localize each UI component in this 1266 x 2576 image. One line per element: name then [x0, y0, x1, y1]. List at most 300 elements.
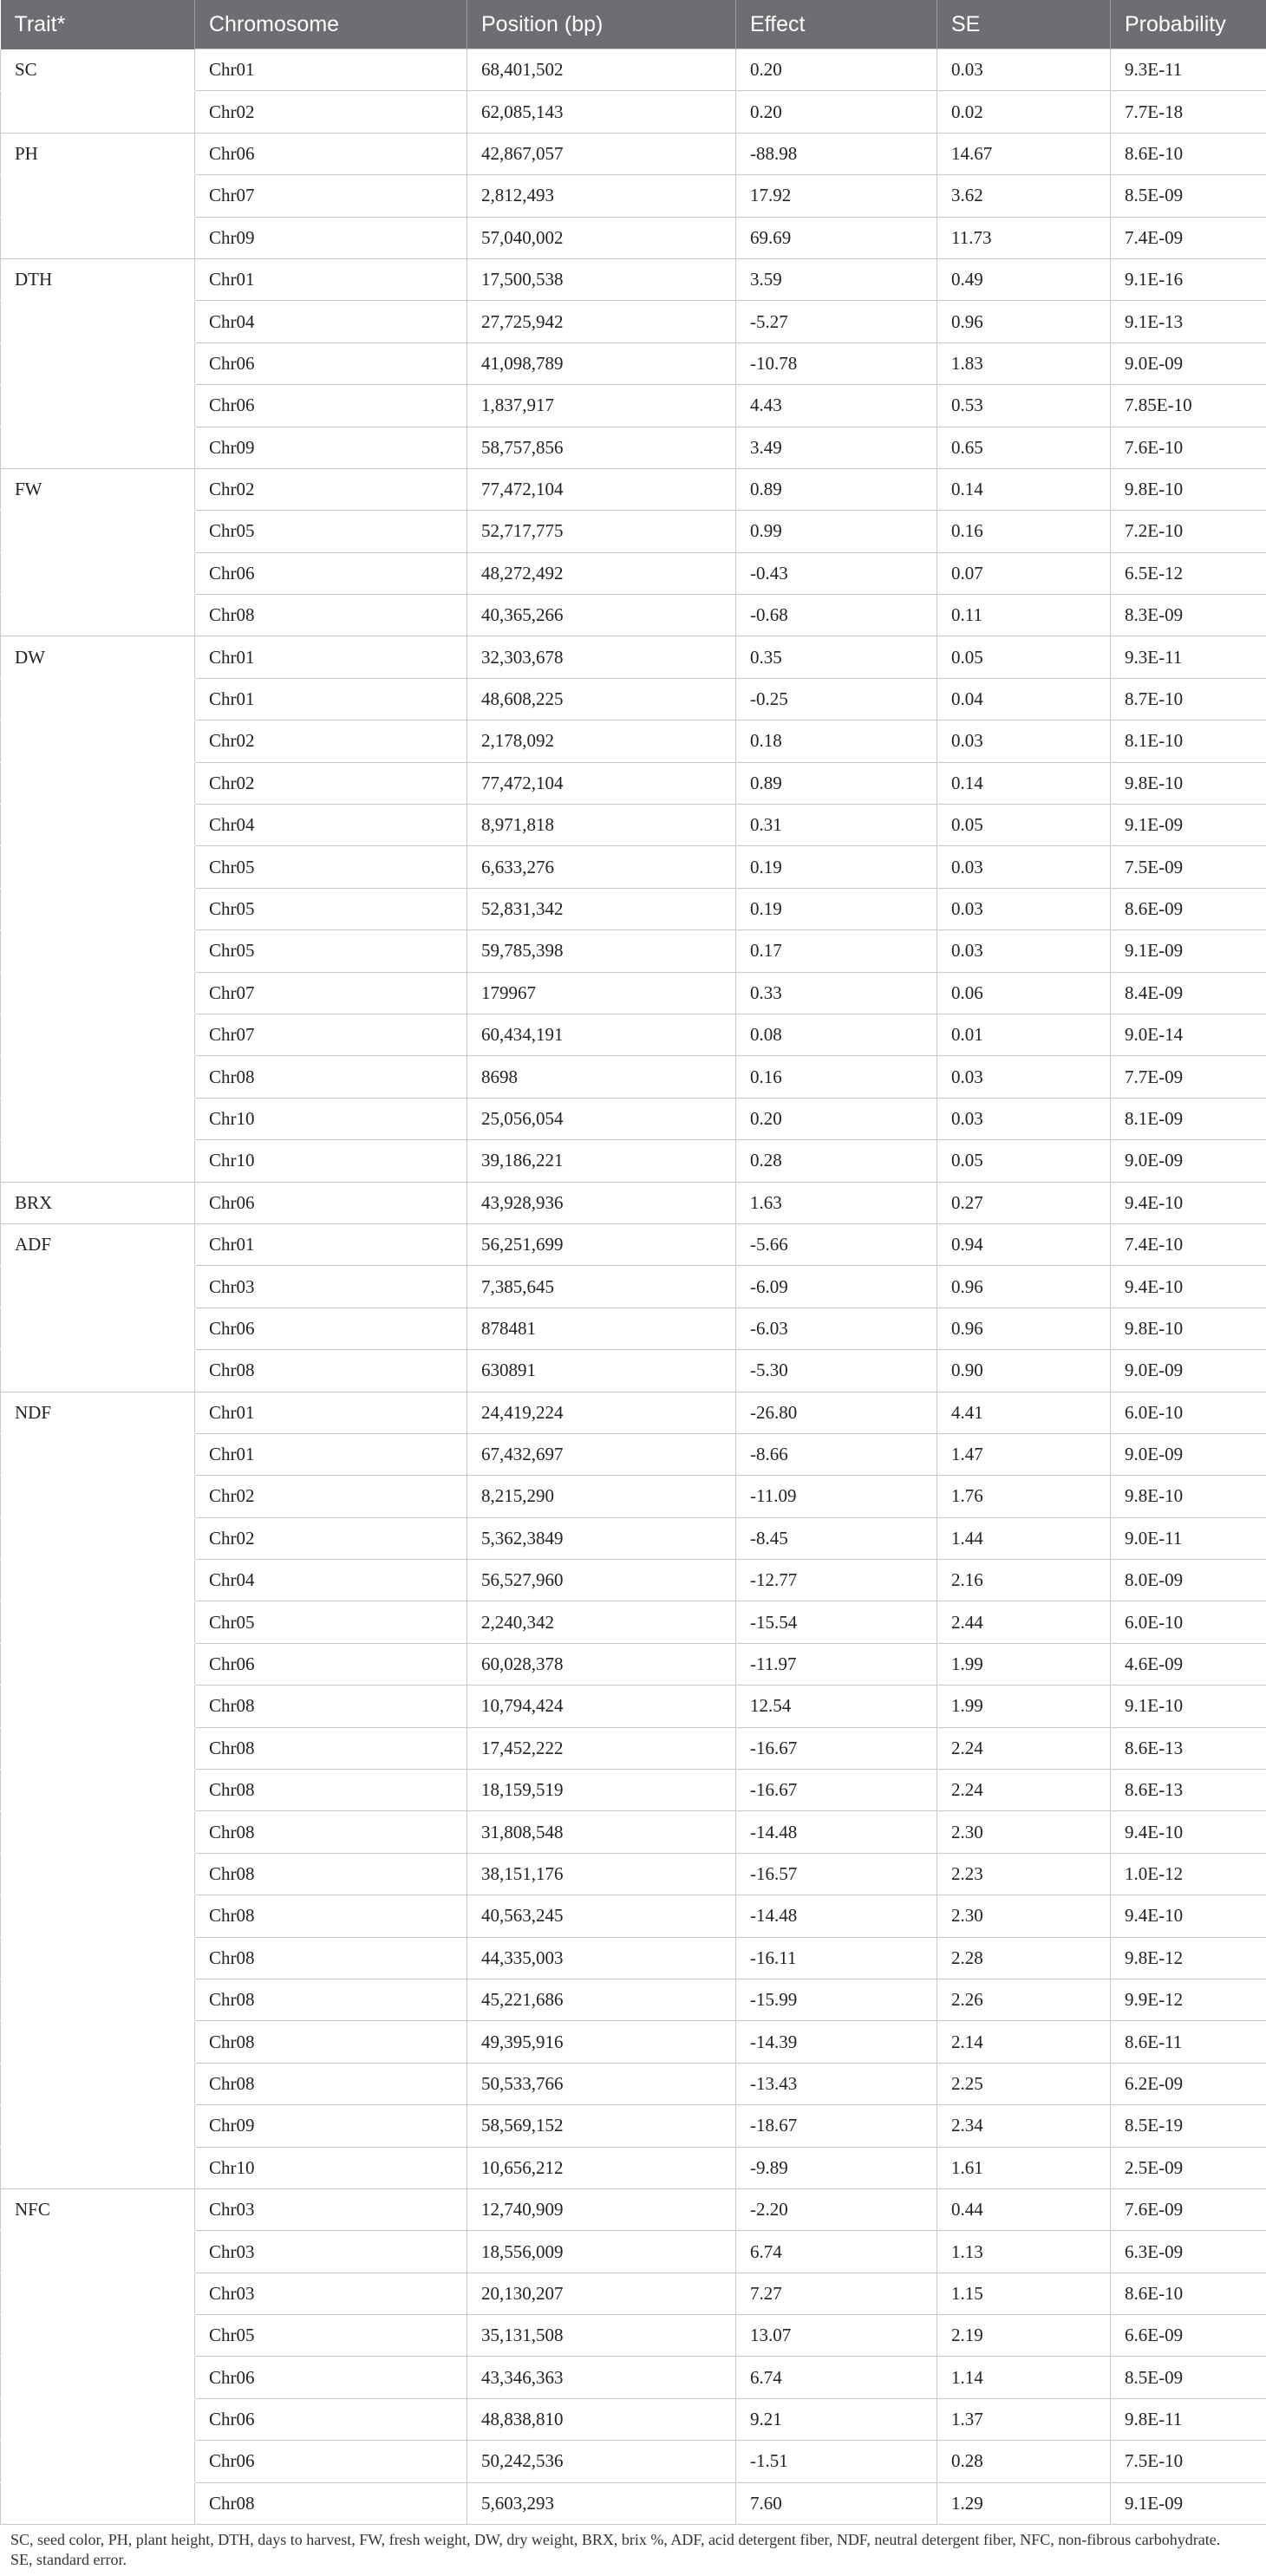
cell-probability: 8.6E-13 [1111, 1727, 1266, 1769]
cell-position: 48,838,810 [467, 2398, 736, 2440]
cell-position: 43,928,936 [467, 1182, 736, 1223]
cell-effect: 0.20 [736, 49, 937, 91]
cell-effect: -6.03 [736, 1308, 937, 1349]
cell-effect: 4.43 [736, 385, 937, 427]
cell-effect: 0.89 [736, 468, 937, 510]
table-row [1, 175, 1266, 217]
table-row [1, 2231, 1266, 2273]
cell-effect: -8.66 [736, 1433, 937, 1475]
header-trait: Trait* [1, 0, 195, 49]
table-row [1, 2315, 1266, 2357]
cell-se: 2.30 [937, 1895, 1111, 1937]
cell-effect: -5.30 [736, 1350, 937, 1392]
cell-position: 38,151,176 [467, 1853, 736, 1895]
cell-probability: 8.7E-10 [1111, 678, 1266, 720]
cell-chromosome: Chr01 [195, 1392, 467, 1433]
cell-probability: 9.8E-10 [1111, 1476, 1266, 1517]
cell-trait [1, 427, 195, 468]
cell-effect: 0.20 [736, 1098, 937, 1139]
cell-effect: -0.25 [736, 678, 937, 720]
cell-position: 878481 [467, 1308, 736, 1349]
cell-chromosome: Chr08 [195, 1686, 467, 1727]
cell-chromosome: Chr02 [195, 91, 467, 133]
cell-position: 56,527,960 [467, 1560, 736, 1601]
cell-se: 1.76 [937, 1476, 1111, 1517]
cell-se: 2.34 [937, 2105, 1111, 2147]
table-row [1, 2482, 1266, 2524]
cell-probability: 8.6E-09 [1111, 888, 1266, 929]
cell-chromosome: Chr03 [195, 2231, 467, 2273]
cell-position: 17,500,538 [467, 258, 736, 300]
cell-position: 58,757,856 [467, 427, 736, 468]
cell-chromosome: Chr06 [195, 342, 467, 384]
cell-trait [1, 1350, 195, 1392]
cell-effect: 3.59 [736, 258, 937, 300]
cell-effect: 9.21 [736, 2398, 937, 2440]
cell-probability: 8.1E-10 [1111, 721, 1266, 762]
cell-chromosome: Chr01 [195, 636, 467, 678]
cell-chromosome: Chr02 [195, 762, 467, 804]
cell-position: 18,556,009 [467, 2231, 736, 2273]
cell-se: 0.96 [937, 1266, 1111, 1308]
cell-chromosome: Chr02 [195, 1517, 467, 1559]
cell-se: 4.41 [937, 1392, 1111, 1433]
cell-trait [1, 511, 195, 552]
cell-position: 10,794,424 [467, 1686, 736, 1727]
cell-se: 0.44 [937, 2188, 1111, 2230]
cell-trait: BRX [1, 1182, 195, 1223]
table-row [1, 217, 1266, 258]
cell-se: 1.13 [937, 2231, 1111, 2273]
cell-trait [1, 972, 195, 1014]
cell-trait [1, 217, 195, 258]
cell-position: 8,971,818 [467, 805, 736, 846]
cell-effect: -14.39 [736, 2021, 937, 2063]
cell-effect: -11.97 [736, 1643, 937, 1685]
cell-probability: 6.5E-12 [1111, 552, 1266, 594]
cell-probability: 9.0E-14 [1111, 1014, 1266, 1055]
cell-probability: 9.8E-12 [1111, 1937, 1266, 1979]
table-footnote [0, 2525, 1266, 2570]
cell-chromosome: Chr01 [195, 1433, 467, 1475]
cell-probability: 9.0E-09 [1111, 1433, 1266, 1475]
table-row [1, 552, 1266, 594]
cell-probability: 1.0E-12 [1111, 1853, 1266, 1895]
cell-effect: 7.27 [736, 2273, 937, 2314]
table-row [1, 1014, 1266, 1055]
cell-se: 0.03 [937, 930, 1111, 972]
cell-trait [1, 1979, 195, 2020]
cell-se: 0.90 [937, 1350, 1111, 1392]
table-row [1, 1853, 1266, 1895]
cell-position: 42,867,057 [467, 133, 736, 174]
table-row [1, 1223, 1266, 1265]
cell-probability: 9.1E-09 [1111, 2482, 1266, 2524]
table-row [1, 2147, 1266, 2188]
cell-effect: 0.89 [736, 762, 937, 804]
table-row [1, 91, 1266, 133]
cell-position: 52,831,342 [467, 888, 736, 929]
cell-chromosome: Chr08 [195, 1770, 467, 1811]
cell-trait [1, 342, 195, 384]
table-row [1, 1392, 1266, 1433]
cell-probability: 8.5E-19 [1111, 2105, 1266, 2147]
cell-chromosome: Chr08 [195, 1811, 467, 1853]
cell-chromosome: Chr04 [195, 301, 467, 342]
cell-chromosome: Chr09 [195, 217, 467, 258]
header-effect: Effect [736, 0, 937, 49]
cell-trait [1, 2441, 195, 2482]
cell-se: 2.26 [937, 1979, 1111, 2020]
cell-se: 0.02 [937, 91, 1111, 133]
header-probability: Probability [1111, 0, 1266, 49]
cell-chromosome: Chr06 [195, 552, 467, 594]
cell-effect: -11.09 [736, 1476, 937, 1517]
cell-probability: 9.9E-12 [1111, 1979, 1266, 2020]
cell-se: 0.06 [937, 972, 1111, 1014]
cell-trait [1, 678, 195, 720]
cell-position: 27,725,942 [467, 301, 736, 342]
cell-se: 0.05 [937, 805, 1111, 846]
table-row [1, 2441, 1266, 2482]
cell-trait: DTH [1, 258, 195, 300]
cell-position: 45,221,686 [467, 1979, 736, 2020]
cell-chromosome: Chr06 [195, 1308, 467, 1349]
cell-probability: 9.0E-09 [1111, 342, 1266, 384]
table-row [1, 1937, 1266, 1979]
cell-chromosome: Chr02 [195, 468, 467, 510]
cell-trait [1, 91, 195, 133]
table-row [1, 678, 1266, 720]
cell-trait [1, 1853, 195, 1895]
cell-position: 56,251,699 [467, 1223, 736, 1265]
footnote-se: SE, standard error. [10, 2551, 127, 2569]
cell-trait [1, 1056, 195, 1098]
cell-position: 48,272,492 [467, 552, 736, 594]
cell-effect: -2.20 [736, 2188, 937, 2230]
table-row [1, 1433, 1266, 1475]
cell-trait [1, 1014, 195, 1055]
cell-se: 0.14 [937, 468, 1111, 510]
cell-probability: 8.6E-11 [1111, 2021, 1266, 2063]
cell-position: 68,401,502 [467, 49, 736, 91]
cell-probability: 9.1E-09 [1111, 805, 1266, 846]
cell-trait [1, 2315, 195, 2357]
cell-trait: NFC [1, 2188, 195, 2230]
cell-position: 59,785,398 [467, 930, 736, 972]
cell-se: 0.03 [937, 49, 1111, 91]
table-header-row [1, 0, 1266, 49]
cell-effect: -8.45 [736, 1517, 937, 1559]
cell-trait [1, 2357, 195, 2398]
cell-position: 77,472,104 [467, 468, 736, 510]
table-row [1, 1056, 1266, 1098]
cell-probability: 9.4E-10 [1111, 1811, 1266, 1853]
cell-chromosome: Chr05 [195, 1601, 467, 1643]
cell-effect: 0.33 [736, 972, 937, 1014]
cell-se: 0.65 [937, 427, 1111, 468]
cell-se: 2.28 [937, 1937, 1111, 1979]
cell-se: 3.62 [937, 175, 1111, 217]
cell-trait: ADF [1, 1223, 195, 1265]
cell-effect: 3.49 [736, 427, 937, 468]
cell-se: 2.19 [937, 2315, 1111, 2357]
cell-trait [1, 1517, 195, 1559]
table-row [1, 1727, 1266, 1769]
table-row [1, 2273, 1266, 2314]
cell-effect: -13.43 [736, 2063, 937, 2104]
cell-se: 0.96 [937, 1308, 1111, 1349]
cell-position: 8698 [467, 1056, 736, 1098]
cell-position: 35,131,508 [467, 2315, 736, 2357]
cell-chromosome: Chr07 [195, 972, 467, 1014]
cell-se: 0.27 [937, 1182, 1111, 1223]
table-row [1, 930, 1266, 972]
cell-trait [1, 301, 195, 342]
cell-effect: -5.66 [736, 1223, 937, 1265]
cell-position: 49,395,916 [467, 2021, 736, 2063]
cell-probability: 8.6E-10 [1111, 133, 1266, 174]
cell-effect: -9.89 [736, 2147, 937, 2188]
table-row [1, 2021, 1266, 2063]
cell-effect: 0.16 [736, 1056, 937, 1098]
cell-trait [1, 1643, 195, 1685]
cell-chromosome: Chr06 [195, 2357, 467, 2398]
table-row [1, 1517, 1266, 1559]
cell-position: 630891 [467, 1350, 736, 1392]
cell-position: 7,385,645 [467, 1266, 736, 1308]
cell-chromosome: Chr08 [195, 1056, 467, 1098]
cell-effect: -88.98 [736, 133, 937, 174]
cell-probability: 9.1E-09 [1111, 930, 1266, 972]
cell-probability: 2.5E-09 [1111, 2147, 1266, 2188]
cell-position: 40,563,245 [467, 1895, 736, 1937]
cell-effect: 6.74 [736, 2231, 937, 2273]
cell-effect: 0.35 [736, 636, 937, 678]
cell-position: 57,040,002 [467, 217, 736, 258]
cell-position: 60,028,378 [467, 1643, 736, 1685]
cell-chromosome: Chr04 [195, 1560, 467, 1601]
cell-probability: 7.7E-09 [1111, 1056, 1266, 1098]
table-body [1, 49, 1266, 2525]
cell-chromosome: Chr04 [195, 805, 467, 846]
cell-chromosome: Chr06 [195, 133, 467, 174]
cell-probability: 9.0E-09 [1111, 1350, 1266, 1392]
footnote-abbreviations: SC, seed color, PH, plant height, DTH, days to harvest, FW, fresh weight, DW, dry weight, BRX, brix %, ADF, acid detergent fiber, NDF, neutral detergent fiber, NFC, non-fibrous carbohydrate. [10, 2531, 1221, 2549]
cell-se: 14.67 [937, 133, 1111, 174]
table-row [1, 595, 1266, 636]
cell-probability: 6.0E-10 [1111, 1601, 1266, 1643]
cell-position: 39,186,221 [467, 1140, 736, 1182]
cell-trait [1, 2231, 195, 2273]
cell-probability: 8.6E-13 [1111, 1770, 1266, 1811]
table-row [1, 1476, 1266, 1517]
cell-trait [1, 2273, 195, 2314]
cell-trait [1, 1098, 195, 1139]
cell-chromosome: Chr08 [195, 1350, 467, 1392]
cell-chromosome: Chr01 [195, 678, 467, 720]
cell-trait: PH [1, 133, 195, 174]
cell-probability: 7.5E-10 [1111, 2441, 1266, 2482]
cell-chromosome: Chr06 [195, 1643, 467, 1685]
cell-effect: 0.20 [736, 91, 937, 133]
cell-effect: -0.68 [736, 595, 937, 636]
cell-chromosome: Chr10 [195, 1098, 467, 1139]
cell-se: 1.99 [937, 1686, 1111, 1727]
cell-position: 18,159,519 [467, 1770, 736, 1811]
cell-effect: 0.28 [736, 1140, 937, 1182]
cell-probability: 4.6E-09 [1111, 1643, 1266, 1685]
cell-se: 0.14 [937, 762, 1111, 804]
table-row [1, 1686, 1266, 1727]
cell-effect: 12.54 [736, 1686, 937, 1727]
cell-probability: 8.6E-10 [1111, 2273, 1266, 2314]
cell-effect: 69.69 [736, 217, 937, 258]
cell-chromosome: Chr07 [195, 175, 467, 217]
cell-se: 2.23 [937, 1853, 1111, 1895]
table-row [1, 2357, 1266, 2398]
cell-chromosome: Chr03 [195, 2273, 467, 2314]
cell-se: 0.53 [937, 385, 1111, 427]
cell-probability: 8.4E-09 [1111, 972, 1266, 1014]
table-row [1, 805, 1266, 846]
cell-position: 6,633,276 [467, 846, 736, 888]
table-row [1, 1643, 1266, 1685]
cell-se: 0.07 [937, 552, 1111, 594]
cell-se: 1.83 [937, 342, 1111, 384]
cell-effect: -14.48 [736, 1895, 937, 1937]
table-row [1, 301, 1266, 342]
cell-probability: 9.3E-11 [1111, 636, 1266, 678]
cell-probability: 9.4E-10 [1111, 1895, 1266, 1937]
cell-probability: 9.8E-11 [1111, 2398, 1266, 2440]
cell-position: 2,812,493 [467, 175, 736, 217]
cell-trait [1, 1770, 195, 1811]
table-row [1, 385, 1266, 427]
cell-chromosome: Chr08 [195, 1895, 467, 1937]
cell-position: 48,608,225 [467, 678, 736, 720]
table-row [1, 888, 1266, 929]
cell-probability: 9.1E-16 [1111, 258, 1266, 300]
cell-probability: 8.3E-09 [1111, 595, 1266, 636]
cell-trait [1, 595, 195, 636]
cell-se: 0.11 [937, 595, 1111, 636]
cell-se: 0.03 [937, 1056, 1111, 1098]
cell-chromosome: Chr08 [195, 2482, 467, 2524]
cell-effect: -16.67 [736, 1727, 937, 1769]
table-row [1, 1266, 1266, 1308]
cell-se: 1.15 [937, 2273, 1111, 2314]
cell-se: 0.05 [937, 1140, 1111, 1182]
cell-chromosome: Chr06 [195, 385, 467, 427]
cell-trait [1, 2147, 195, 2188]
cell-position: 12,740,909 [467, 2188, 736, 2230]
cell-probability: 9.8E-10 [1111, 762, 1266, 804]
cell-trait [1, 552, 195, 594]
cell-position: 41,098,789 [467, 342, 736, 384]
cell-trait [1, 846, 195, 888]
table-row [1, 721, 1266, 762]
table-row [1, 846, 1266, 888]
cell-se: 0.94 [937, 1223, 1111, 1265]
cell-effect: 0.19 [736, 846, 937, 888]
cell-effect: -5.27 [736, 301, 937, 342]
cell-chromosome: Chr05 [195, 846, 467, 888]
cell-trait [1, 1811, 195, 1853]
cell-effect: 1.63 [736, 1182, 937, 1223]
cell-position: 2,240,342 [467, 1601, 736, 1643]
cell-effect: 17.92 [736, 175, 937, 217]
cell-position: 58,569,152 [467, 2105, 736, 2147]
cell-position: 43,346,363 [467, 2357, 736, 2398]
table-row [1, 1308, 1266, 1349]
cell-trait [1, 805, 195, 846]
cell-position: 25,056,054 [467, 1098, 736, 1139]
table-row [1, 49, 1266, 91]
cell-position: 2,178,092 [467, 721, 736, 762]
cell-trait [1, 2063, 195, 2104]
cell-chromosome: Chr02 [195, 1476, 467, 1517]
cell-position: 52,717,775 [467, 511, 736, 552]
cell-se: 0.05 [937, 636, 1111, 678]
cell-trait [1, 1308, 195, 1349]
cell-effect: 0.08 [736, 1014, 937, 1055]
cell-chromosome: Chr01 [195, 1223, 467, 1265]
cell-se: 2.14 [937, 2021, 1111, 2063]
cell-effect: -10.78 [736, 342, 937, 384]
cell-chromosome: Chr08 [195, 1979, 467, 2020]
cell-effect: -15.99 [736, 1979, 937, 2020]
table-row [1, 2063, 1266, 2104]
cell-chromosome: Chr01 [195, 258, 467, 300]
cell-se: 1.37 [937, 2398, 1111, 2440]
cell-probability: 9.8E-10 [1111, 1308, 1266, 1349]
cell-position: 44,335,003 [467, 1937, 736, 1979]
cell-se: 2.16 [937, 1560, 1111, 1601]
cell-chromosome: Chr09 [195, 427, 467, 468]
cell-trait [1, 1433, 195, 1475]
cell-se: 2.24 [937, 1727, 1111, 1769]
table-row [1, 2105, 1266, 2147]
table-row [1, 1770, 1266, 1811]
cell-chromosome: Chr08 [195, 1937, 467, 1979]
cell-chromosome: Chr10 [195, 1140, 467, 1182]
table-row [1, 1182, 1266, 1223]
cell-se: 2.30 [937, 1811, 1111, 1853]
cell-effect: -16.57 [736, 1853, 937, 1895]
cell-probability: 7.4E-09 [1111, 217, 1266, 258]
table-row [1, 1895, 1266, 1937]
table-row [1, 258, 1266, 300]
cell-se: 0.01 [937, 1014, 1111, 1055]
cell-probability: 6.0E-10 [1111, 1392, 1266, 1433]
cell-probability: 9.4E-10 [1111, 1266, 1266, 1308]
cell-position: 32,303,678 [467, 636, 736, 678]
cell-probability: 9.3E-11 [1111, 49, 1266, 91]
cell-trait: SC [1, 49, 195, 91]
cell-effect: -18.67 [736, 2105, 937, 2147]
cell-effect: 6.74 [736, 2357, 937, 2398]
cell-se: 1.61 [937, 2147, 1111, 2188]
cell-trait [1, 2482, 195, 2524]
cell-trait [1, 762, 195, 804]
cell-se: 0.04 [937, 678, 1111, 720]
cell-effect: -14.48 [736, 1811, 937, 1853]
cell-probability: 6.6E-09 [1111, 2315, 1266, 2357]
cell-chromosome: Chr08 [195, 2021, 467, 2063]
table-row [1, 636, 1266, 678]
cell-position: 17,452,222 [467, 1727, 736, 1769]
